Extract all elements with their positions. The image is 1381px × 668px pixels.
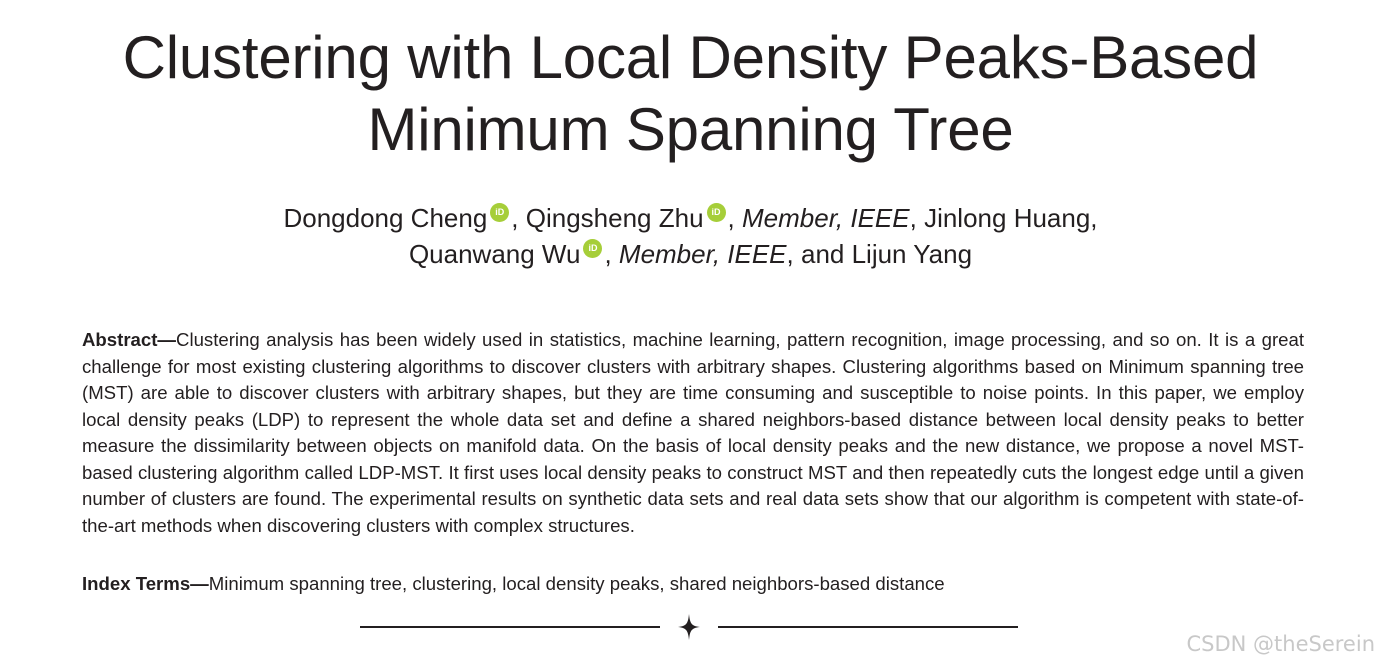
title-line-1: Clustering with Local Density Peaks-Based — [122, 24, 1259, 91]
abstract — [82, 327, 1304, 539]
title-line-2: Minimum Spanning Tree — [367, 96, 1014, 163]
author-name: Qingsheng Zhu — [525, 203, 704, 233]
abstract-label: Abstract— — [82, 329, 177, 350]
author-separator: , — [727, 203, 742, 233]
paper-title — [0, 22, 1381, 166]
orcid-icon[interactable]: iD — [583, 239, 602, 258]
four-point-star-icon — [676, 612, 702, 642]
index-terms-text: Minimum spanning tree, clustering, local density peaks, shared neighbors-based distance — [208, 573, 945, 594]
author-membership: Member, IEEE — [618, 239, 787, 269]
author-name: Quanwang Wu — [408, 239, 581, 269]
watermark: CSDN @theSerein — [1186, 632, 1375, 656]
author-separator: , — [604, 239, 619, 269]
abstract-text: Clustering analysis has been widely used in statistics, machine learning, pattern recognition, image processing, and so on. It is a great challenge for most existing clustering algorithms to discover clusters with arbitrary shapes. Clustering algorithms based on Minimum spanning tree (MST) are able to discover clusters with arbitrary shapes, but they are time consuming and susceptible to noise points. In this paper, we employ local density peaks (LDP) to represent the whole data set and define a shared neighbors-based distance between local density peaks to better measure the dissimilarity between objects on manifold data. On the basis of local density peaks and the new distance, we propose a novel MST-based clustering algorithm called LDP-MST. It first uses local density peaks to construct MST and then repeatedly cuts the longest edge until a given number of clusters are found. The experimental results on synthetic data sets and real data sets show that our algorithm is competent with state-of-the-art methods when discovering clusters with complex structures. — [82, 329, 1304, 536]
index-terms-label: Index Terms— — [82, 573, 209, 594]
author-name: Dongdong Cheng — [283, 203, 488, 233]
divider-right — [718, 626, 1018, 628]
author-separator: , — [511, 203, 526, 233]
author-name: , and Lijun Yang — [786, 239, 973, 269]
divider-left — [360, 626, 660, 628]
orcid-icon[interactable]: iD — [490, 203, 509, 222]
author-membership: Member, IEEE — [742, 203, 910, 233]
index-terms — [82, 571, 1304, 597]
orcid-icon[interactable]: iD — [707, 203, 726, 222]
author-line-2 — [0, 236, 1381, 272]
author-list — [0, 200, 1381, 272]
author-name: , Jinlong Huang, — [909, 203, 1098, 233]
author-line-1 — [0, 200, 1381, 236]
